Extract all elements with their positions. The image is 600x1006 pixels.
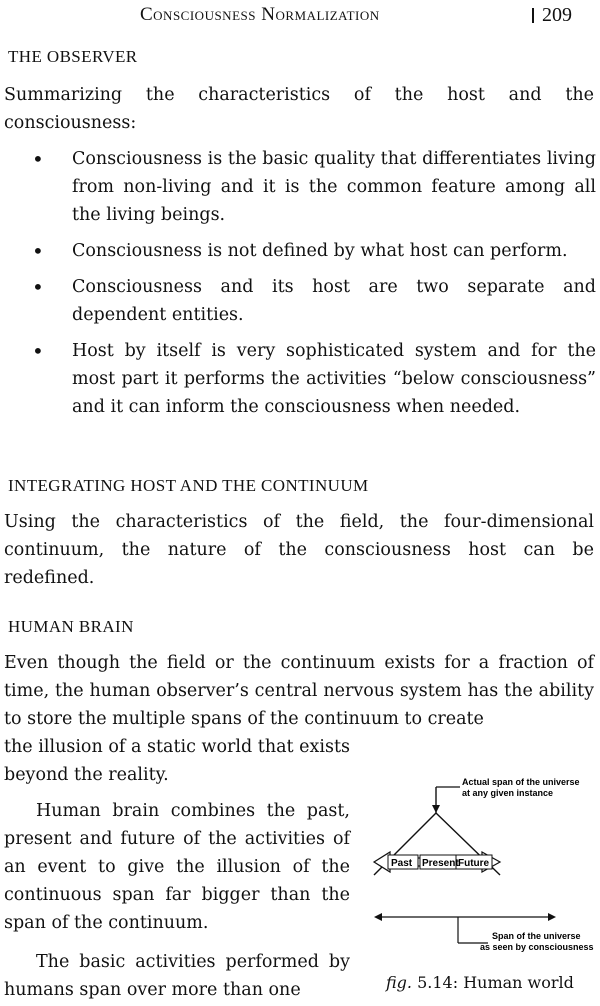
top-label-line-1: Actual span of the universe xyxy=(462,777,580,787)
observer-intro: Summarizing the characteristics of the host and the consciousness: xyxy=(4,85,594,133)
running-header xyxy=(0,4,600,28)
bullet-icon: • xyxy=(32,339,44,363)
past-label: Past xyxy=(391,858,413,869)
present-label: Present xyxy=(422,858,459,869)
list-item xyxy=(0,273,600,329)
observer-bullet-list xyxy=(0,145,600,429)
bullet-icon: • xyxy=(32,147,44,171)
bottom-right-arrowhead-icon xyxy=(548,913,556,921)
figure-caption-text: 5.14: Human world xyxy=(417,973,574,992)
list-item xyxy=(0,145,600,229)
brain-body: Even though the field or the continuum exists for a fraction of time, the human observer’s central nervous system has the ability to store the multiple spans of the continuum to create xyxy=(4,653,594,729)
brain-paragraph-3: The basic activities performed by humans span over more than one xyxy=(4,952,350,1000)
bottom-label-line-1: Span of the universe xyxy=(492,931,581,941)
running-title: Consciousness Normalization xyxy=(140,4,380,25)
bullet-icon: • xyxy=(32,275,44,299)
future-label: Future xyxy=(458,858,490,869)
bullet-text: Host by itself is very sophisticated system and for the most part it performs the activities “below consciousness” and it can inform the consciousness when needed. xyxy=(72,341,596,417)
list-item xyxy=(0,337,600,421)
brain-body-continued: the illusion of a static world that exists beyond the reality. xyxy=(4,737,350,785)
brain-paragraph-2: Human brain combines the past, present and future of the activities of an event to give the illusion of the continuous span far bigger than the span of the continuum. xyxy=(4,801,350,933)
integrating-body: Using the characteristics of the field, the four-dimensional continuum, the nature of the consciousness host can be redefined. xyxy=(4,512,594,588)
figure-caption xyxy=(386,973,600,992)
bottom-left-arrowhead-icon xyxy=(374,913,382,921)
bullet-text: Consciousness is not defined by what host can perform. xyxy=(72,241,568,261)
top-arrowhead-icon xyxy=(432,805,440,813)
section-heading-brain: HUMAN BRAIN xyxy=(8,617,134,636)
figure-caption-label: fig. xyxy=(386,973,412,992)
section-heading-observer: THE OBSERVER xyxy=(8,47,138,66)
page-number: 209 xyxy=(542,4,572,26)
figure-human-world xyxy=(360,775,600,1005)
header-divider xyxy=(532,8,534,23)
bottom-label-line-2: as seen by consciousness xyxy=(480,942,594,952)
top-label-line-2: at any given instance xyxy=(462,788,554,798)
list-item xyxy=(0,237,600,265)
bullet-text: Consciousness is the basic quality that differentiates living from non-living and it is the common feature among all the living beings. xyxy=(72,149,596,225)
bullet-icon: • xyxy=(32,239,44,263)
human-world-diagram xyxy=(360,775,600,975)
section-heading-integrating: INTEGRATING HOST AND THE CONTINUUM xyxy=(8,476,369,495)
bullet-text: Consciousness and its host are two separate and dependent entities. xyxy=(72,277,596,325)
